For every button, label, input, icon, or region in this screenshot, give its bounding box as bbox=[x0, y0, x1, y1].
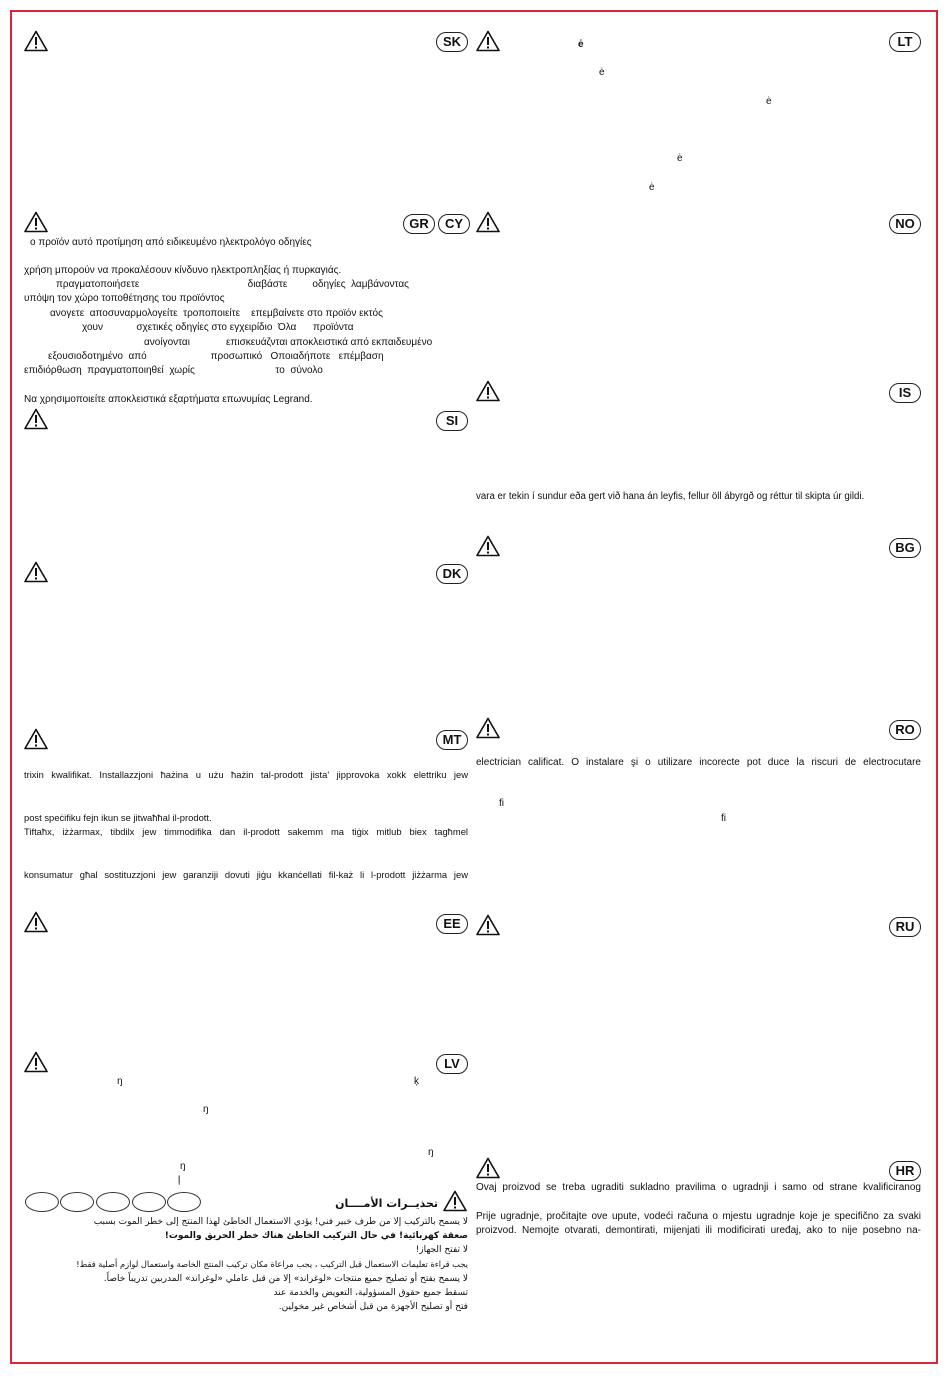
language-badge-sk: SK bbox=[436, 32, 468, 52]
arabic-text-line: صعقة كهربائية! في حال التركيب الخاطئ هناك خطر الحريق والموت! bbox=[164, 1231, 468, 1241]
lt-text-fragment: ė bbox=[649, 182, 655, 193]
hr-text-line: Prije ugradnje, pročitajte ove upute, vodeći računa o mjestu ugradnje koje je specifično za svaki bbox=[476, 1211, 921, 1222]
language-badge-no: NO bbox=[889, 214, 921, 234]
gr-text-line: επιδιόρθωση πραγματοποιηθεί χωρίς το σύνολο bbox=[24, 365, 323, 376]
warning-icon bbox=[24, 211, 48, 233]
arabic-text-line: فتح أو تصليح الأجهزة من قبل أشخاص غير مخولين. bbox=[278, 1302, 468, 1312]
warning-icon bbox=[476, 914, 500, 936]
warning-icon bbox=[443, 1190, 467, 1212]
language-badge-lt: LT bbox=[889, 32, 921, 52]
lv-text-fragment: ŋ bbox=[428, 1147, 434, 1158]
language-badge-ee: EE bbox=[436, 914, 468, 934]
lt-text-fragment: ė bbox=[677, 153, 683, 164]
warning-icon bbox=[476, 30, 500, 52]
gr-text-line: υπόψη τον χώρο τοποθέτησης του προϊόντος bbox=[24, 293, 225, 304]
arabic-title: تحذيــرات الأمــــان bbox=[335, 1197, 438, 1210]
language-badge-mt: MT bbox=[436, 730, 468, 750]
arabic-text-line: يجب قراءة تعليمات الاستعمال قبل التركيب ، يجب مراعاة مكان تركيب المنتج الخاصة واستعمال لوازم أصلية فقط! bbox=[76, 1259, 468, 1269]
mt-text-line: Tiftaħx, iżżarmax, tibdilx jew timmodifika dan il-prodott sakemm ma tiġix mitlub biex tagħmel bbox=[24, 826, 468, 837]
warning-icon bbox=[476, 211, 500, 233]
gr-text-line: χρήση μπορούν να προκαλέσουν κίνδυνο ηλεκτροπληξίας ή πυρκαγιάς. bbox=[24, 265, 342, 276]
lt-text-fragment: ė bbox=[578, 39, 584, 50]
ro-text-line: electrician calificat. O instalare şi o utilizare incorecte pot duce la riscuri de electrocutare bbox=[476, 757, 921, 768]
arabic-text-line: لا يسمح بالتركيب إلا من طرف خبير فني! يؤدي الاستعمال الخاطئ لهذا المنتج إلى خطر الموت بسبب bbox=[93, 1217, 468, 1227]
language-badge-dk: DK bbox=[436, 564, 468, 584]
lv-text-fragment: ķ bbox=[414, 1076, 419, 1087]
blank-oval-badge bbox=[167, 1192, 201, 1212]
warning-icon bbox=[24, 728, 48, 750]
lv-text-fragment: ŋ bbox=[203, 1104, 209, 1115]
language-badge-ru: RU bbox=[889, 917, 921, 937]
ro-text-fragment: ﬁ bbox=[499, 798, 504, 809]
blank-oval-badge bbox=[25, 1192, 59, 1212]
warning-icon bbox=[476, 1157, 500, 1179]
hr-text-line: proizvod. Nemojte otvarati, demontirati, mijenjati ili modificirati uređaj, ako to nije posebno na- bbox=[476, 1225, 921, 1236]
mt-text-line: trixin kwalifikat. Installazzjoni ħażina u użu ħażin tal-prodott jista' jipprovoka xokk elettriku jew bbox=[24, 769, 468, 780]
lv-text-fragment: ŋ bbox=[117, 1076, 123, 1087]
page-border bbox=[10, 10, 938, 1364]
arabic-text-line: لا تفتح الجهاز! bbox=[415, 1245, 468, 1255]
blank-oval-badge bbox=[132, 1192, 166, 1212]
language-badge-bg: BG bbox=[889, 538, 921, 558]
warning-icon bbox=[24, 1051, 48, 1073]
warning-icon bbox=[24, 408, 48, 430]
language-badge-is: IS bbox=[889, 383, 921, 403]
gr-text-line: ο προϊόν αυτό προτίμηση από ειδικευμένο ηλεκτρολόγο οδηγίες bbox=[30, 237, 312, 248]
is-text-line: vara er tekin í sundur eða gert við hana án leyfis, fellur öll ábyrgð og réttur til skipta úr gildi. bbox=[476, 491, 865, 502]
gr-text-line: πραγματοποιήσετε διαβάστε οδηγίες λαμβάνοντας bbox=[56, 279, 409, 290]
gr-text-line: εξουσιοδοτημένο από προσωπικό Οποιαδήποτε επέμβαση bbox=[48, 351, 384, 362]
mt-text-line: post speċifiku fejn ikun se jitwaħħal il-prodott. bbox=[24, 812, 212, 823]
language-badge-gr: GR bbox=[403, 214, 435, 234]
warning-icon bbox=[476, 380, 500, 402]
language-badge-hr: HR bbox=[889, 1161, 921, 1181]
ro-text-fragment: ﬁ bbox=[721, 813, 726, 824]
arabic-text-line: تسقط جميع حقوق المسؤولية، التعويض والخدمة عند bbox=[273, 1288, 468, 1298]
warning-icon bbox=[476, 535, 500, 557]
language-badge-lv: LV bbox=[436, 1054, 468, 1074]
arabic-text-line: لا يسمح بفتح أو تصليح جميع منتجات «لوغراند» إلا من قبل عاملي «لوغراند» المدربين تدريباً خاصاً. bbox=[103, 1274, 468, 1284]
gr-text-line: χουν σχετικές οδηγίες στο εγχειρίδιο Όλα προϊόντα bbox=[82, 322, 354, 333]
language-badge-ro: RO bbox=[889, 720, 921, 740]
lv-text-fragment: ŋ bbox=[180, 1161, 186, 1172]
hr-text-line: Ovaj proizvod se treba ugraditi sukladno pravilima o ugradnji i samo od strane kvalificiranog bbox=[476, 1182, 921, 1193]
warning-icon bbox=[24, 911, 48, 933]
warning-icon bbox=[476, 717, 500, 739]
warning-icon bbox=[24, 30, 48, 52]
language-badge-cy: CY bbox=[438, 214, 470, 234]
language-badge-si: SI bbox=[436, 411, 468, 431]
gr-note: Να χρησιμοποιείτε αποκλειστικά εξαρτήματα επωνυμίας Legrand. bbox=[24, 394, 313, 405]
lt-text-fragment: ė bbox=[766, 96, 772, 107]
warning-icon bbox=[24, 561, 48, 583]
blank-oval-badge bbox=[60, 1192, 94, 1212]
gr-text-line: ανογετε αποσυναρμολογείτε τροποποιείτε επεμβαίνετε στο προϊόν εκτός bbox=[50, 308, 383, 319]
gr-text-line: ανοίγονται επισκευάζνται αποκλειστικά από εκπαιδευμένο bbox=[144, 337, 433, 348]
mt-text-line: konsumatur għal sostituzzjoni jew garanziji dovuti jiġu kkanċellati fil-każ li l-prodott jiżżarma jew bbox=[24, 869, 468, 880]
blank-oval-badge bbox=[96, 1192, 130, 1212]
lt-text-fragment: ė bbox=[599, 67, 605, 78]
lv-text-fragment: ļ bbox=[178, 1175, 181, 1186]
